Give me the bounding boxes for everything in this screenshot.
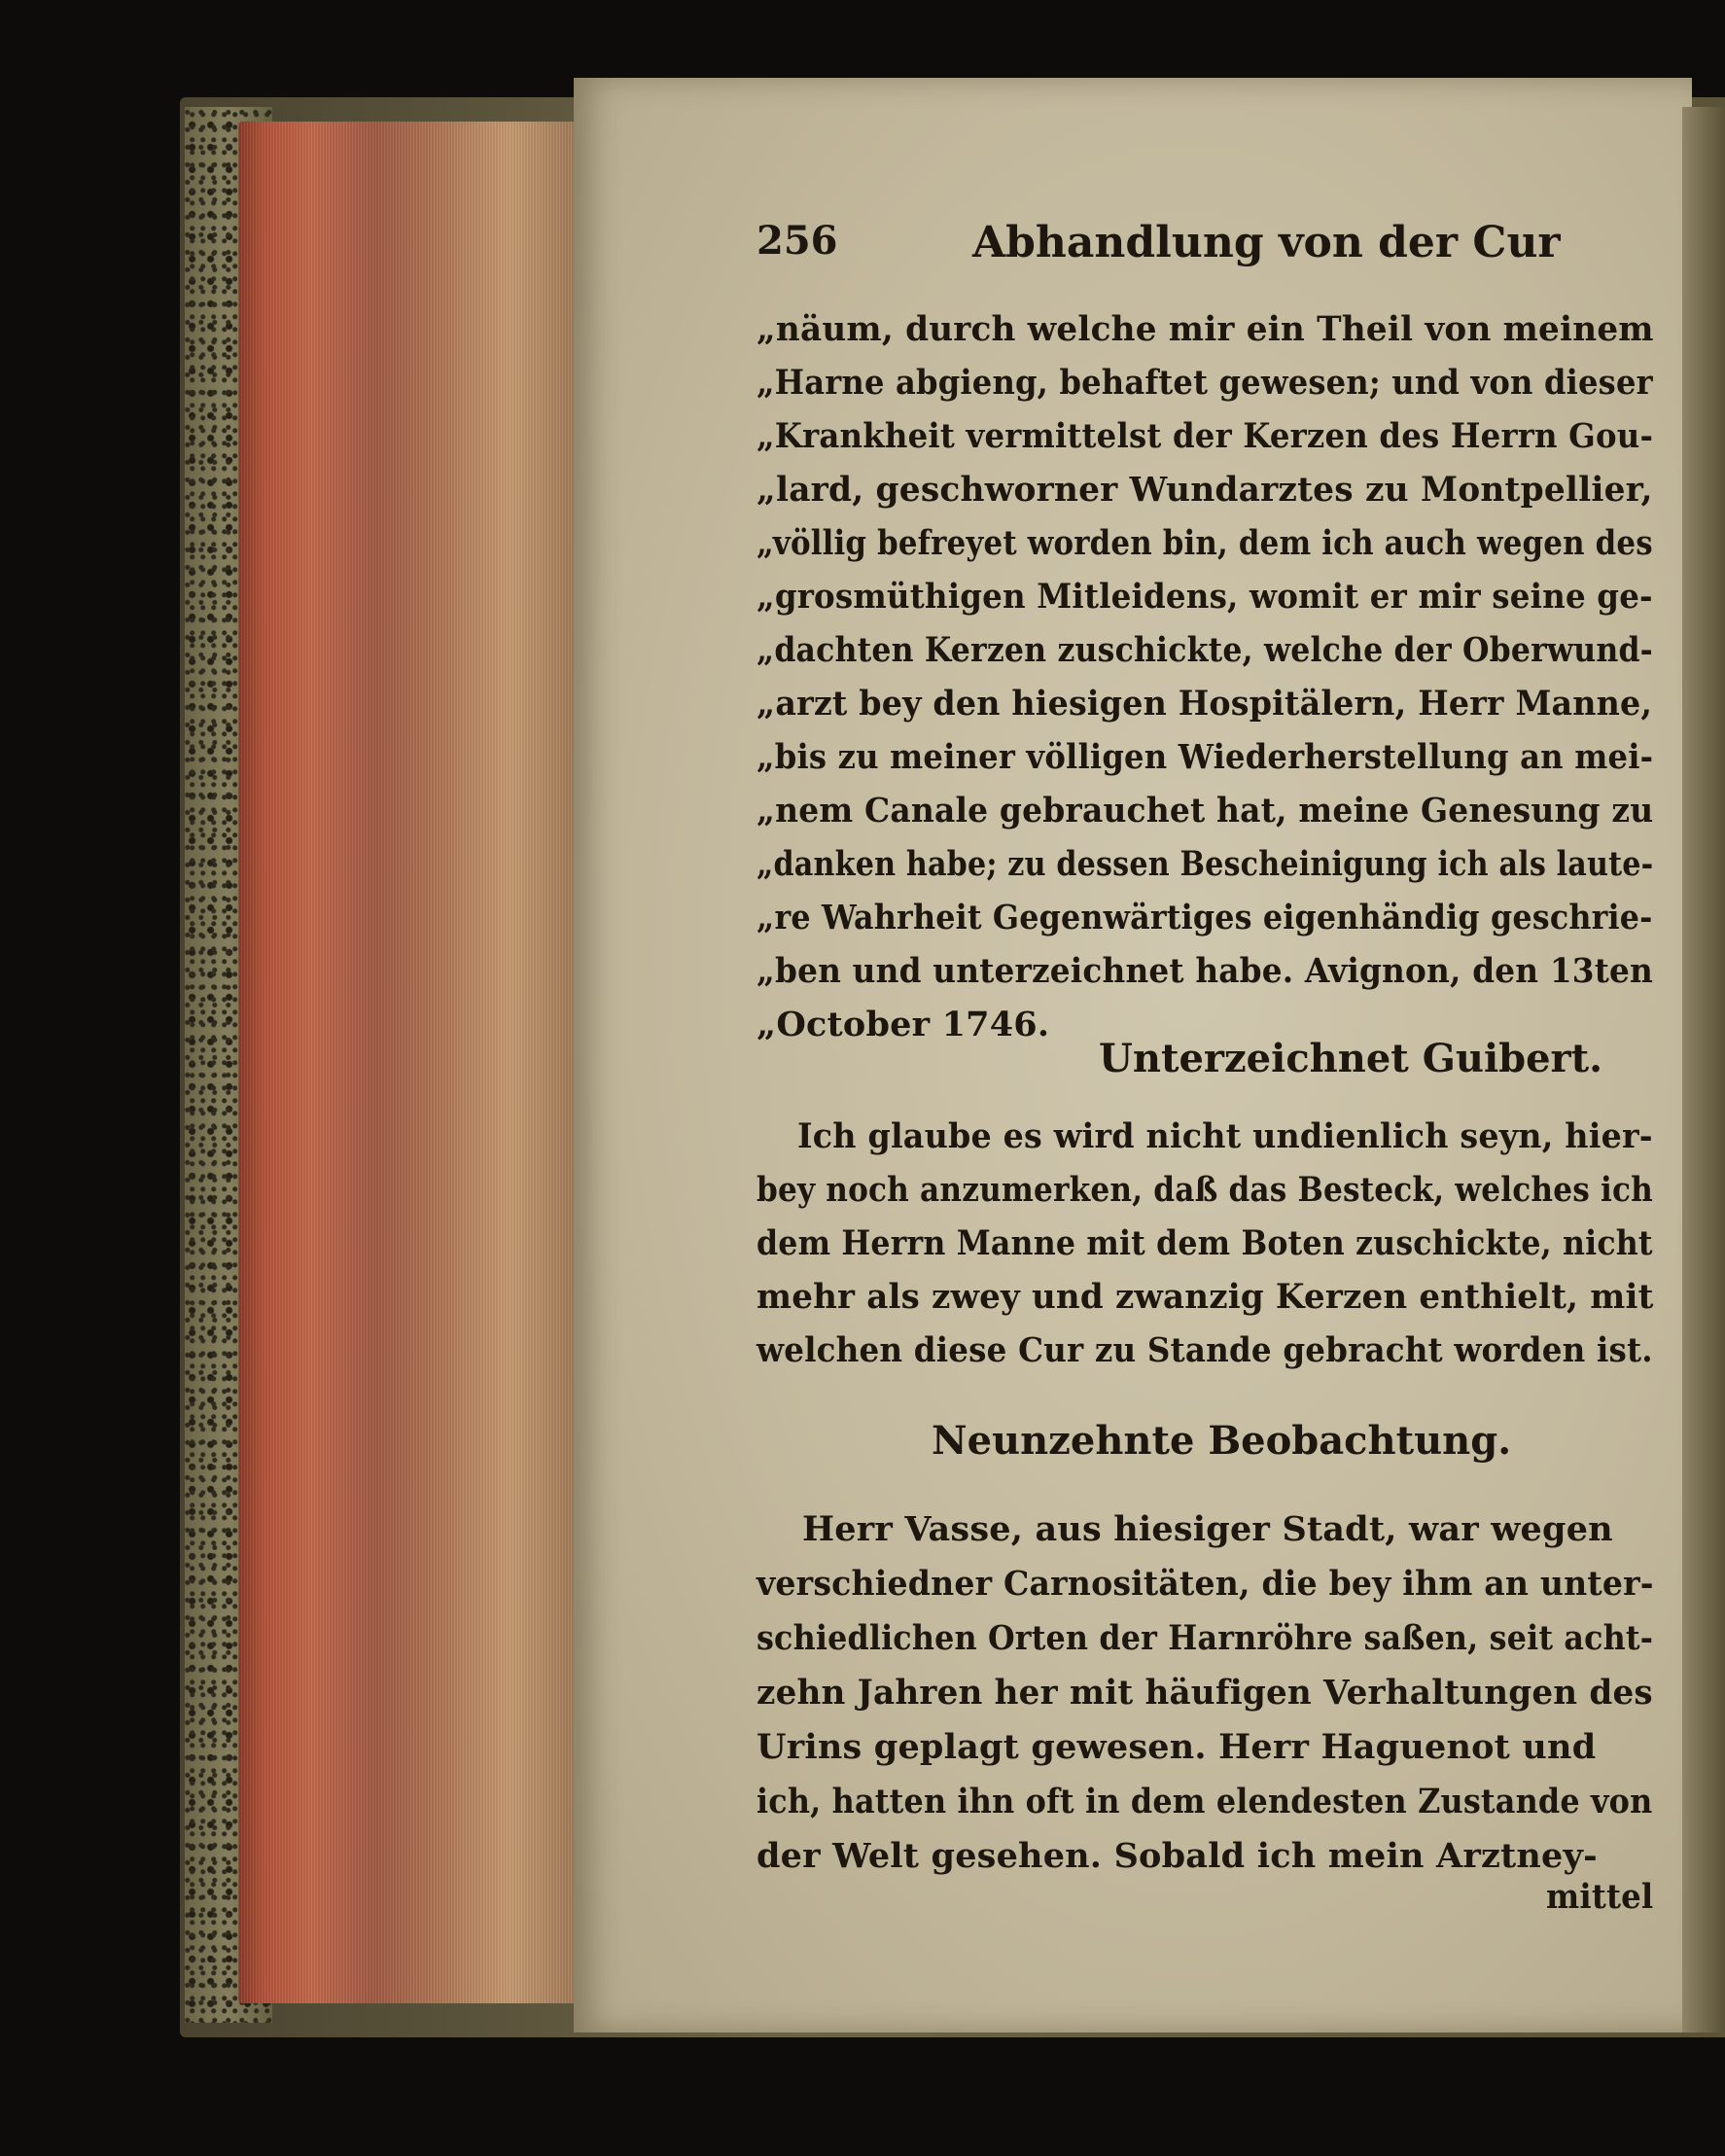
page-number: 256: [757, 218, 838, 264]
section-heading: Neunzehnte Beobachtung.: [932, 1418, 1512, 1464]
running-title: Abhandlung von der Cur: [972, 218, 1561, 267]
letter-line: „näum, durch welche mir ein Theil von meinem: [757, 309, 1654, 349]
letter-line: „nem Canale gebrauchet hat, meine Genesung zu: [757, 791, 1654, 831]
paragraph-line: schiedlichen Orten der Harnröhre saßen, seit acht-: [757, 1618, 1654, 1658]
letter-line: „October 1746.: [757, 1005, 1050, 1044]
paragraph-line: mehr als zwey und zwanzig Kerzen enthielt, mit: [757, 1277, 1654, 1317]
paragraph-line: dem Herrn Manne mit dem Boten zuschickte, nicht: [757, 1223, 1653, 1263]
letter-line: „Harne abgieng, behaftet gewesen; und von dieser: [757, 363, 1653, 403]
paragraph-line: ich, hatten ihn oft in dem elendesten Zustande von: [757, 1782, 1653, 1821]
letter-line: „arzt bey den hiesigen Hospitälern, Herr Manne,: [757, 684, 1653, 724]
letter-line: „lard, geschworner Wundarztes zu Montpellier,: [757, 470, 1653, 510]
signature: Unterzeichnet Guibert.: [1099, 1036, 1603, 1081]
paragraph-line: welchen diese Cur zu Stande gebracht worden ist.: [757, 1330, 1653, 1370]
paragraph-line: Ich glaube es wird nicht undienlich seyn, hier-: [797, 1116, 1653, 1156]
paragraph-line: verschiedner Carnositäten, die bey ihm an unter-: [757, 1564, 1654, 1604]
paragraph-line: der Welt gesehen. Sobald ich mein Arztney-: [757, 1836, 1598, 1876]
paragraph-line: zehn Jahren her mit häufigen Verhaltungen des: [757, 1673, 1653, 1713]
letter-line: „ben und unterzeichnet habe. Avignon, den 13ten: [757, 951, 1654, 991]
letter-line: „re Wahrheit Gegenwärtiges eigenhändig geschrie-: [757, 898, 1653, 937]
letter-line: „danken habe; zu dessen Bescheinigung ich als laute-: [757, 844, 1654, 884]
letter-line: „völlig befreyet worden bin, dem ich auch wegen des: [757, 523, 1653, 563]
paragraph-line: bey noch anzumerken, daß das Besteck, welches ich: [757, 1170, 1653, 1210]
catchword: mittel: [1546, 1877, 1654, 1917]
page-gutter-shadow: [1682, 107, 1725, 2032]
paragraph-line: Urins geplagt gewesen. Herr Haguenot und: [757, 1727, 1597, 1767]
page-edges: [238, 122, 579, 2003]
letter-line: „bis zu meiner völligen Wiederherstellung an mei-: [757, 737, 1654, 777]
letter-line: „dachten Kerzen zuschickte, welche der Oberwund-: [757, 630, 1653, 670]
letter-line: „Krankheit vermittelst der Kerzen des Herrn Gou-: [757, 416, 1654, 456]
letter-line: „grosmüthigen Mitleidens, womit er mir seine ge-: [757, 577, 1653, 617]
paragraph-line: Herr Vasse, aus hiesiger Stadt, war wegen: [802, 1509, 1613, 1549]
